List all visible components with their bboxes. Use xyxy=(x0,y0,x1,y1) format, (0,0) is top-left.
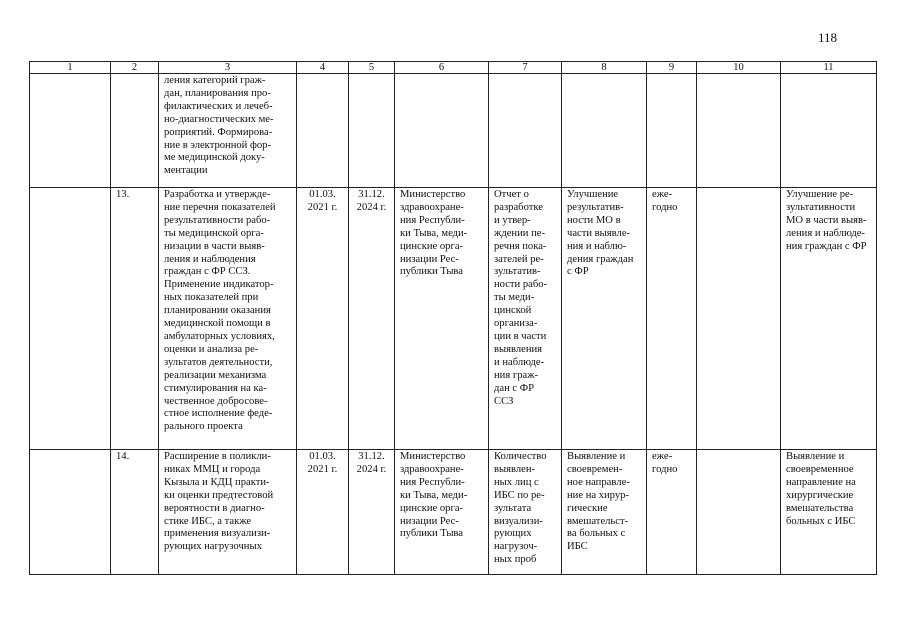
cell-c11 xyxy=(781,74,877,188)
cell-text-line: выявлен- xyxy=(494,463,536,475)
cell-text-line: своевременное xyxy=(786,463,854,475)
cell-c11 xyxy=(781,450,877,575)
cell-text-line: ждении пе- xyxy=(494,227,545,239)
cell-text-line: вероятности в диагно- xyxy=(164,502,265,514)
cell-text-line: здравоохране- xyxy=(400,201,464,213)
cell-text-line: Министерство xyxy=(400,189,466,200)
cell-text-line: здравоохране- xyxy=(400,463,464,475)
page-number: 118 xyxy=(818,30,838,45)
cell-text-line: ты меди- xyxy=(494,292,535,304)
cell-text-line: стное исполнение феде- xyxy=(164,408,273,420)
header-cell: 8 xyxy=(562,62,647,74)
cell-text-line: разработке xyxy=(494,201,543,213)
cell-text-line: 2021 г. xyxy=(307,463,338,475)
cell-text-line: результатив- xyxy=(567,201,624,213)
cell-text-line: филактических и лечеб- xyxy=(164,100,273,112)
cell-text-line: зателей ре- xyxy=(494,253,544,265)
cell-text-line: низации Рес- xyxy=(400,515,459,527)
cell-c3 xyxy=(159,188,297,450)
cell-text-line: ления и наблюде- xyxy=(786,227,865,239)
cell-c4 xyxy=(297,188,349,450)
header-cell: 4 xyxy=(297,62,349,74)
header-cell: 3 xyxy=(159,62,297,74)
cell-c10 xyxy=(697,450,781,575)
cell-c7 xyxy=(489,188,562,450)
cell-text-line: цинской xyxy=(494,305,532,317)
cell-text-line: 31.12. xyxy=(358,451,385,462)
col1-cell xyxy=(30,188,111,450)
cell-text-line: Отчет о xyxy=(494,189,529,200)
cell-text-line: ных проб xyxy=(494,554,537,566)
cell-c11 xyxy=(781,188,877,450)
cell-text-line: ние в электронной фор- xyxy=(164,139,271,151)
cell-text-line: годно xyxy=(652,463,678,475)
cell-c8 xyxy=(562,188,647,450)
cell-text-line: ние перечня показателей xyxy=(164,201,276,213)
row-number xyxy=(111,74,159,188)
cell-text-line: Кызыла и КДЦ практи- xyxy=(164,476,270,488)
cell-c6 xyxy=(395,188,489,450)
cell-text-line: рующих нагрузочных xyxy=(164,541,262,553)
cell-text-line: зультата xyxy=(494,502,532,514)
table-row xyxy=(30,188,877,450)
cell-text-line: Разработка и утвержде- xyxy=(164,189,271,200)
header-cell: 5 xyxy=(349,62,395,74)
cell-text-line: ления и наблюдения xyxy=(164,253,256,265)
cell-text-line: ССЗ xyxy=(494,395,514,407)
cell-text-line: ности рабо- xyxy=(494,279,548,291)
cell-text-line: МО в части выяв- xyxy=(786,214,867,226)
table-row xyxy=(30,74,877,188)
cell-c10 xyxy=(697,74,781,188)
header-cell: 11 xyxy=(781,62,877,74)
cell-text-line: ИБС xyxy=(567,541,588,553)
row-number: 14. xyxy=(111,450,159,575)
cell-text-line: публики Тыва xyxy=(400,266,463,278)
cell-text-line: дения граждан xyxy=(567,253,634,265)
cell-text-line: с ФР xyxy=(567,266,589,278)
cell-text-line: ное направле- xyxy=(567,476,630,488)
cell-c8 xyxy=(562,74,647,188)
cell-text-line: речня пока- xyxy=(494,240,547,252)
cell-text-line: зультативности xyxy=(786,201,856,213)
header-cell: 1 xyxy=(30,62,111,74)
cell-text-line: еже- xyxy=(652,189,673,200)
cell-text-line: цинские орга- xyxy=(400,240,464,252)
cell-c9 xyxy=(647,450,697,575)
plan-table xyxy=(29,61,877,575)
cell-text-line: медицинской помощи в xyxy=(164,318,271,330)
cell-c5 xyxy=(349,450,395,575)
cell-text-line: направление на xyxy=(786,476,856,488)
cell-c9 xyxy=(647,74,697,188)
cell-text-line: Улучшение ре- xyxy=(786,189,854,200)
cell-text-line: годно xyxy=(652,201,678,213)
cell-text-line: чественное добросове- xyxy=(164,395,268,407)
cell-text-line: Улучшение xyxy=(567,189,619,200)
cell-c3 xyxy=(159,74,297,188)
cell-c9 xyxy=(647,188,697,450)
cell-text-line: ления категорий граж- xyxy=(164,75,266,86)
cell-text-line: 01.03. xyxy=(309,451,336,462)
cell-text-line: никах ММЦ и города xyxy=(164,463,261,475)
cell-text-line: ния и наблю- xyxy=(567,240,627,252)
cell-c4 xyxy=(297,74,349,188)
cell-c5 xyxy=(349,74,395,188)
header-row xyxy=(30,62,877,74)
cell-c6 xyxy=(395,74,489,188)
cell-text-line: ние на хирур- xyxy=(567,489,629,501)
cell-text-line: ки Тыва, меди- xyxy=(400,227,468,239)
cell-text-line: Министерство xyxy=(400,451,466,462)
cell-text-line: рального проекта xyxy=(164,421,243,433)
cell-text-line: реализации механизма xyxy=(164,369,267,381)
cell-text-line: оценки и анализа ре- xyxy=(164,343,259,355)
cell-text-line: нагрузоч- xyxy=(494,541,538,553)
cell-text-line: цинские орга- xyxy=(400,502,464,514)
cell-text-line: 2024 г. xyxy=(356,201,387,213)
cell-text-line: организа- xyxy=(494,318,538,330)
cell-text-line: ния Республи- xyxy=(400,214,465,226)
cell-c8 xyxy=(562,450,647,575)
cell-text-line: ва больных с xyxy=(567,528,626,540)
header-cell: 10 xyxy=(697,62,781,74)
cell-text-line: 2021 г. xyxy=(307,201,338,213)
cell-text-line: ции в части xyxy=(494,330,547,342)
cell-text-line: ности МО в xyxy=(567,214,621,226)
cell-text-line: 2024 г. xyxy=(356,463,387,475)
cell-text-line: 31.12. xyxy=(358,189,385,200)
cell-text-line: зультатив- xyxy=(494,266,541,278)
cell-text-line: но-диагностических ме- xyxy=(164,113,274,125)
header-cell: 9 xyxy=(647,62,697,74)
cell-c10 xyxy=(697,188,781,450)
cell-text-line: Выявление и xyxy=(567,451,626,462)
cell-text-line: ных лиц с xyxy=(494,476,539,488)
cell-text-line: публики Тыва xyxy=(400,528,463,540)
cell-text-line: ты медицинской орга- xyxy=(164,227,264,239)
cell-text-line: ных показателей при xyxy=(164,292,259,304)
cell-text-line: и наблюде- xyxy=(494,356,545,368)
cell-text-line: части выявле- xyxy=(567,227,631,239)
table-body xyxy=(30,62,877,575)
table-row xyxy=(30,450,877,575)
cell-text-line: еже- xyxy=(652,451,673,462)
cell-c4 xyxy=(297,450,349,575)
cell-text-line: Применение индикатор- xyxy=(164,279,274,291)
cell-c5 xyxy=(349,188,395,450)
cell-text-line: Количество xyxy=(494,451,547,462)
cell-text-line: дан с ФР xyxy=(494,382,535,394)
cell-text-line: ментации xyxy=(164,165,208,177)
cell-text-line: граждан с ФР ССЗ. xyxy=(164,266,251,278)
cell-text-line: Расширение в поликли- xyxy=(164,451,271,462)
col1-cell xyxy=(30,450,111,575)
cell-text-line: рующих xyxy=(494,528,532,540)
cell-text-line: роприятий. Формирова- xyxy=(164,126,273,138)
cell-text-line: низации Рес- xyxy=(400,253,459,265)
header-cell: 2 xyxy=(111,62,159,74)
cell-c7 xyxy=(489,450,562,575)
cell-text-line: стимулирования на ка- xyxy=(164,382,267,394)
cell-text-line: амбулаторных условиях, xyxy=(164,330,275,342)
cell-text-line: результативности рабо- xyxy=(164,214,271,226)
cell-text-line: низации в части выяв- xyxy=(164,240,265,252)
cell-text-line: и утвер- xyxy=(494,214,531,226)
cell-c7 xyxy=(489,74,562,188)
cell-text-line: применения визуализи- xyxy=(164,528,271,540)
cell-text-line: Выявление и xyxy=(786,451,845,462)
col1-cell xyxy=(30,74,111,188)
cell-text-line: гические xyxy=(567,502,608,514)
cell-text-line: ки Тыва, меди- xyxy=(400,489,468,501)
cell-text-line: планировании оказания xyxy=(164,305,271,317)
cell-text-line: зультатов деятельности, xyxy=(164,356,273,368)
cell-text-line: 01.03. xyxy=(309,189,336,200)
cell-text-line: стике ИБС, а также xyxy=(164,515,252,527)
cell-text-line: ния граждан с ФР xyxy=(786,240,867,252)
cell-text-line: ИБС по ре- xyxy=(494,489,545,501)
cell-text-line: своевремен- xyxy=(567,463,623,475)
cell-text-line: больных с ИБС xyxy=(786,515,856,527)
cell-text-line: ния граж- xyxy=(494,369,539,381)
cell-text-line: выявления xyxy=(494,343,543,355)
header-cell: 7 xyxy=(489,62,562,74)
cell-text-line: ния Республи- xyxy=(400,476,465,488)
header-cell: 6 xyxy=(395,62,489,74)
cell-text-line: дан, планирования про- xyxy=(164,87,271,99)
row-number: 13. xyxy=(111,188,159,450)
cell-c3 xyxy=(159,450,297,575)
cell-text-line: хирургические xyxy=(786,489,854,501)
cell-text-line: вмешательст- xyxy=(567,515,629,527)
cell-c6 xyxy=(395,450,489,575)
cell-text-line: вмешательства xyxy=(786,502,854,514)
cell-text-line: ме медицинской доку- xyxy=(164,152,265,164)
cell-text-line: ки оценки предтестовой xyxy=(164,489,274,501)
cell-text-line: визуализи- xyxy=(494,515,543,527)
